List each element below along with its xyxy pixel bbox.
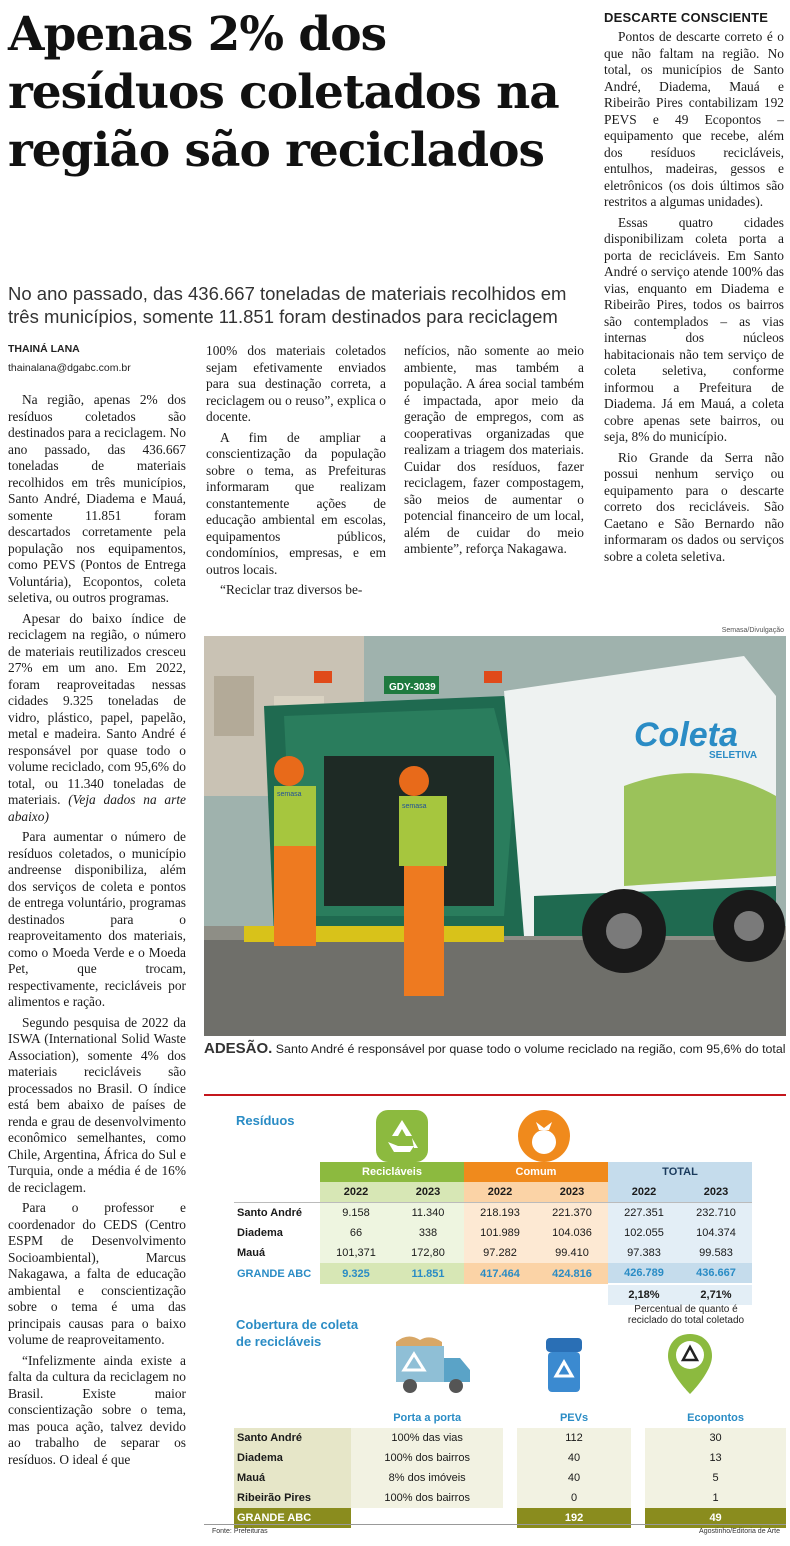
table-cell: 100% das vias	[351, 1428, 503, 1448]
residuos-title: Resíduos	[236, 1113, 295, 1128]
paragraph: 100% dos materiais coletados sejam efetivamente enviados para sua destinação correta, a reciclagem ou o reuso”, explica o docente.	[206, 343, 386, 424]
row-label: Santo André	[237, 1207, 302, 1219]
percent-2023: 2,71%	[680, 1284, 752, 1305]
table-cell: 232.710	[680, 1203, 752, 1224]
paragraph: Pontos de descarte correto é o que não faltam na região. No total, os municípios de Santo André, Diadema, Mauá e Ribeirão Pires contabilizam 192 PEVS e 49 Ecopontos – equipamento que recebe, além dos resíduos recicláveis, entulhos, madeiras, gessos e eletrônicos (os dois últimos são restritos a algumas unidades).	[604, 29, 784, 209]
trash-bag-icon	[516, 1106, 572, 1169]
table-row-total	[234, 1263, 752, 1284]
recycling-truck-icon	[394, 1332, 474, 1401]
vest-label: semasa	[277, 791, 302, 798]
table-cell: 11.851	[392, 1263, 464, 1284]
year-header: 2022	[608, 1182, 680, 1203]
author-name: THAINÁ LANA	[8, 343, 80, 355]
row-label: Mauá	[234, 1468, 351, 1488]
table-cell	[351, 1508, 503, 1528]
coverage-table	[234, 1408, 786, 1528]
year-header: 2023	[536, 1182, 608, 1203]
caption-lead: ADESÃO.	[204, 1040, 273, 1057]
article-column-1	[8, 392, 186, 1468]
see-data-note: (Veja dados na arte abaixo)	[8, 792, 186, 824]
table-cell: 8% dos imóveis	[351, 1468, 503, 1488]
table-cell: 9.325	[320, 1263, 392, 1284]
license-plate: GDY-3039	[389, 682, 436, 693]
truck-sub-text: SELETIVA	[709, 750, 758, 761]
source-label: Fonte:	[212, 1528, 232, 1535]
row-label: Santo André	[234, 1428, 351, 1448]
paragraph: Segundo pesquisa de 2022 da ISWA (International Solid Waste Association), somente 4% dos materiais recicláveis são processados no Brasil. O índice está bem abaixo de países de renda e grau de desenvolvimento econômico semelhantes, como Chile, Argentina, África do Sul e Turquia, onde a média é de 16% de reciclagem.	[8, 1014, 186, 1195]
source-value: Prefeituras	[233, 1528, 268, 1535]
footer-divider	[204, 1524, 786, 1525]
year-header: 2022	[464, 1182, 536, 1203]
author-email[interactable]: thainalana@dgabc.com.br	[8, 362, 131, 374]
table-row	[234, 1448, 786, 1468]
paragraph: Rio Grande da Serra não possui nenhum serviço ou equipamento para o descarte correto dos recicláveis. São Caetano e São Bernardo não informaram os dados ou serviços sobre a coleta seletiva.	[604, 449, 784, 564]
recycling-bin-icon	[544, 1336, 584, 1399]
year-header: 2023	[680, 1182, 752, 1203]
table-cell: 40	[517, 1448, 632, 1468]
row-label: Ribeirão Pires	[234, 1488, 351, 1508]
table-cell: 99.583	[680, 1243, 752, 1263]
table-cell: 101.989	[464, 1223, 536, 1243]
table-row	[234, 1488, 786, 1508]
year-header: 2023	[392, 1182, 464, 1203]
table-cell: 11.340	[392, 1203, 464, 1224]
paragraph: “Reciclar traz diversos be-	[220, 582, 363, 597]
paragraph: A fim de ampliar a conscientização da população sobre o tema, as Prefeituras informaram que realizam constantemente ações de educação ambiental em escolas, equipamentos públicos, condomínios, empresas, e em outros locais.	[206, 429, 386, 577]
percent-note: Percentual de quanto é reciclado do total coletado	[627, 1304, 745, 1326]
paragraph-text: Apesar do baixo índice de reciclagem na região, o número de materiais reutilizados cresceu 27% em um ano. Em 2022, foram reaproveitadas nessas cidades 9.325 toneladas de vidro, plástico, papel, papelão, metal e madeira. Santo André é responsável por quase todo o volume reciclado, com 95,6% do total, ou 11.340 toneladas de materiais.	[8, 610, 186, 807]
table-cell: 221.370	[536, 1203, 608, 1224]
subheadline: No ano passado, das 436.667 toneladas de materiais recolhidos em três municípios, somente 11.851 foram destinados para reciclagem	[8, 283, 567, 327]
headline: Apenas 2% dos resíduos coletados na região são reciclados	[8, 7, 559, 178]
table-cell: 5	[645, 1468, 786, 1488]
photo-caption	[204, 1040, 786, 1057]
table-cell: 424.816	[536, 1263, 608, 1284]
photo-credit: Semasa/Divulgação	[721, 627, 784, 634]
recycle-icon	[374, 1108, 430, 1169]
table-row	[234, 1428, 786, 1448]
table-cell: 13	[645, 1448, 786, 1468]
table-row-total	[234, 1508, 786, 1528]
table-row	[234, 1223, 752, 1243]
row-label: Mauá	[237, 1247, 266, 1259]
table-cell: 97.282	[464, 1243, 536, 1263]
coverage-col-header: Porta a porta	[393, 1412, 462, 1424]
paragraph: Na região, apenas 2% dos resíduos coletados são destinados para a reciclagem. No ano passado, das 436.667 toneladas de materiais recolhidos em três municípios, Santo André, Diadema e Mauá, somente 11.851 foram descartados corretamente pela população nos equipamentos, como PEVS (Pontos de Entrega Voluntária), Ecopontos, coleta seletiva, ou outros programas.	[8, 392, 186, 605]
source	[212, 1528, 268, 1535]
table-cell: 102.055	[608, 1223, 680, 1243]
paragraph: Para o professor e coordenador do CEDS (Centro ESPM de Desenvolvimento Socioambiental), Marcus Nakagawa, a falta de educação ambiental e conscientização sobre o tema é uma das principais causas para o baixo volume de reaproveitamento.	[8, 1200, 186, 1347]
year-header: 2022	[320, 1182, 392, 1203]
table-cell: 338	[392, 1223, 464, 1243]
table-cell: 97.383	[608, 1243, 680, 1263]
art-credit: Agostinho/Editoria de Arte	[699, 1528, 780, 1535]
table-cell: 1	[645, 1488, 786, 1508]
photo-garbage-truck	[204, 636, 786, 1036]
group-header-comum: Comum	[464, 1162, 608, 1182]
paragraph: nefícios, não somente ao meio ambiente, mas também a população. A área social também é impactada, apor meio da geração de empregos, com as cooperativas organizadas que realizam a triagem dos materiais. Cuidar dos resíduos, fazer reciclagem, fazer compostagem, são meios de aumentar o potencial financeiro de um local, além de cuidar do meio ambiente”, reforça Nakagawa.	[404, 343, 584, 556]
coverage-col-header: Ecopontos	[687, 1412, 744, 1424]
table-cell: 104.036	[536, 1223, 608, 1243]
table-cell: 49	[645, 1508, 786, 1528]
row-label: Diadema	[234, 1448, 351, 1468]
sidebar-title: DESCARTE CONSCIENTE	[604, 10, 769, 25]
vest-label: semasa	[402, 803, 427, 810]
table-cell: 417.464	[464, 1263, 536, 1284]
row-label: GRANDE ABC	[234, 1508, 351, 1528]
table-cell: 172,80	[392, 1243, 464, 1263]
paragraph: Essas quatro cidades disponibilizam coleta porta a porta de recicláveis. Em Santo André o serviço atende 100% das vias, enquanto em Diadema e Ribeirão Pires, todos os bairros são contemplados – as vias internas dos núcleos habitacionais não tem serviço de coleta seletiva, conforme informou a Prefeitura de Diadema. Já em Mauá, a coleta cobre apenas sete bairros, ou seja, 8% do município.	[604, 214, 784, 444]
coverage-title: Cobertura de coleta de recicláveis	[236, 1317, 359, 1349]
table-cell: 99.410	[536, 1243, 608, 1263]
table-cell: 227.351	[608, 1203, 680, 1224]
coverage-col-header: PEVs	[559, 1412, 589, 1424]
table-cell: 104.374	[680, 1223, 752, 1243]
map-pin-icon	[666, 1332, 714, 1403]
paragraph: “Infelizmente ainda existe a falta da cultura da reciclagem no Brasil. Existe maior conscientização sobre o tema, mas pouca ação, talvez devido ao trabalho de separar os resíduos. O ideal é que	[8, 1352, 186, 1467]
sidebar-descarte-consciente	[604, 10, 784, 565]
table-cell: 40	[517, 1468, 632, 1488]
group-header-total: TOTAL	[608, 1162, 752, 1182]
table-row	[234, 1468, 786, 1488]
paragraph	[8, 611, 186, 826]
group-header-reciclaveis: Recicláveis	[320, 1162, 464, 1182]
residuos-table	[234, 1162, 752, 1305]
article-column-3	[404, 343, 584, 558]
table-cell: 100% dos bairros	[351, 1488, 503, 1508]
table-cell: 436.667	[680, 1263, 752, 1284]
percent-2022: 2,18%	[608, 1284, 680, 1305]
table-cell: 426.789	[608, 1263, 680, 1284]
row-label: GRANDE ABC	[237, 1267, 312, 1280]
infographic	[204, 1094, 786, 1544]
truck-illustration	[204, 636, 786, 1036]
table-cell: 192	[517, 1508, 632, 1528]
table-cell: 66	[320, 1223, 392, 1243]
table-row	[234, 1243, 752, 1263]
table-cell: 0	[517, 1488, 632, 1508]
caption-text: Santo André é responsável por quase todo o volume reciclado na região, com 95,6% do total	[275, 1042, 786, 1056]
table-cell: 9.158	[320, 1203, 392, 1224]
paragraph: Para aumentar o número de resíduos coletados, o município andreense disponibiliza, além dos serviços de coleta e pontos de entrega voluntário, programas destinados para o reaproveitamento dos materiais, como o Moeda Verde e o Moeda Pet, que trocam, respectivamente, recicláveis por alimentos e ração.	[8, 829, 186, 1009]
table-cell: 112	[517, 1428, 632, 1448]
table-row	[234, 1203, 752, 1224]
truck-brand-text: Coleta	[634, 716, 738, 754]
article-column-2	[206, 343, 386, 599]
table-cell: 100% dos bairros	[351, 1448, 503, 1468]
table-cell: 101,371	[320, 1243, 392, 1263]
table-cell: 218.193	[464, 1203, 536, 1224]
row-label: Diadema	[237, 1227, 283, 1239]
table-cell: 30	[645, 1428, 786, 1448]
